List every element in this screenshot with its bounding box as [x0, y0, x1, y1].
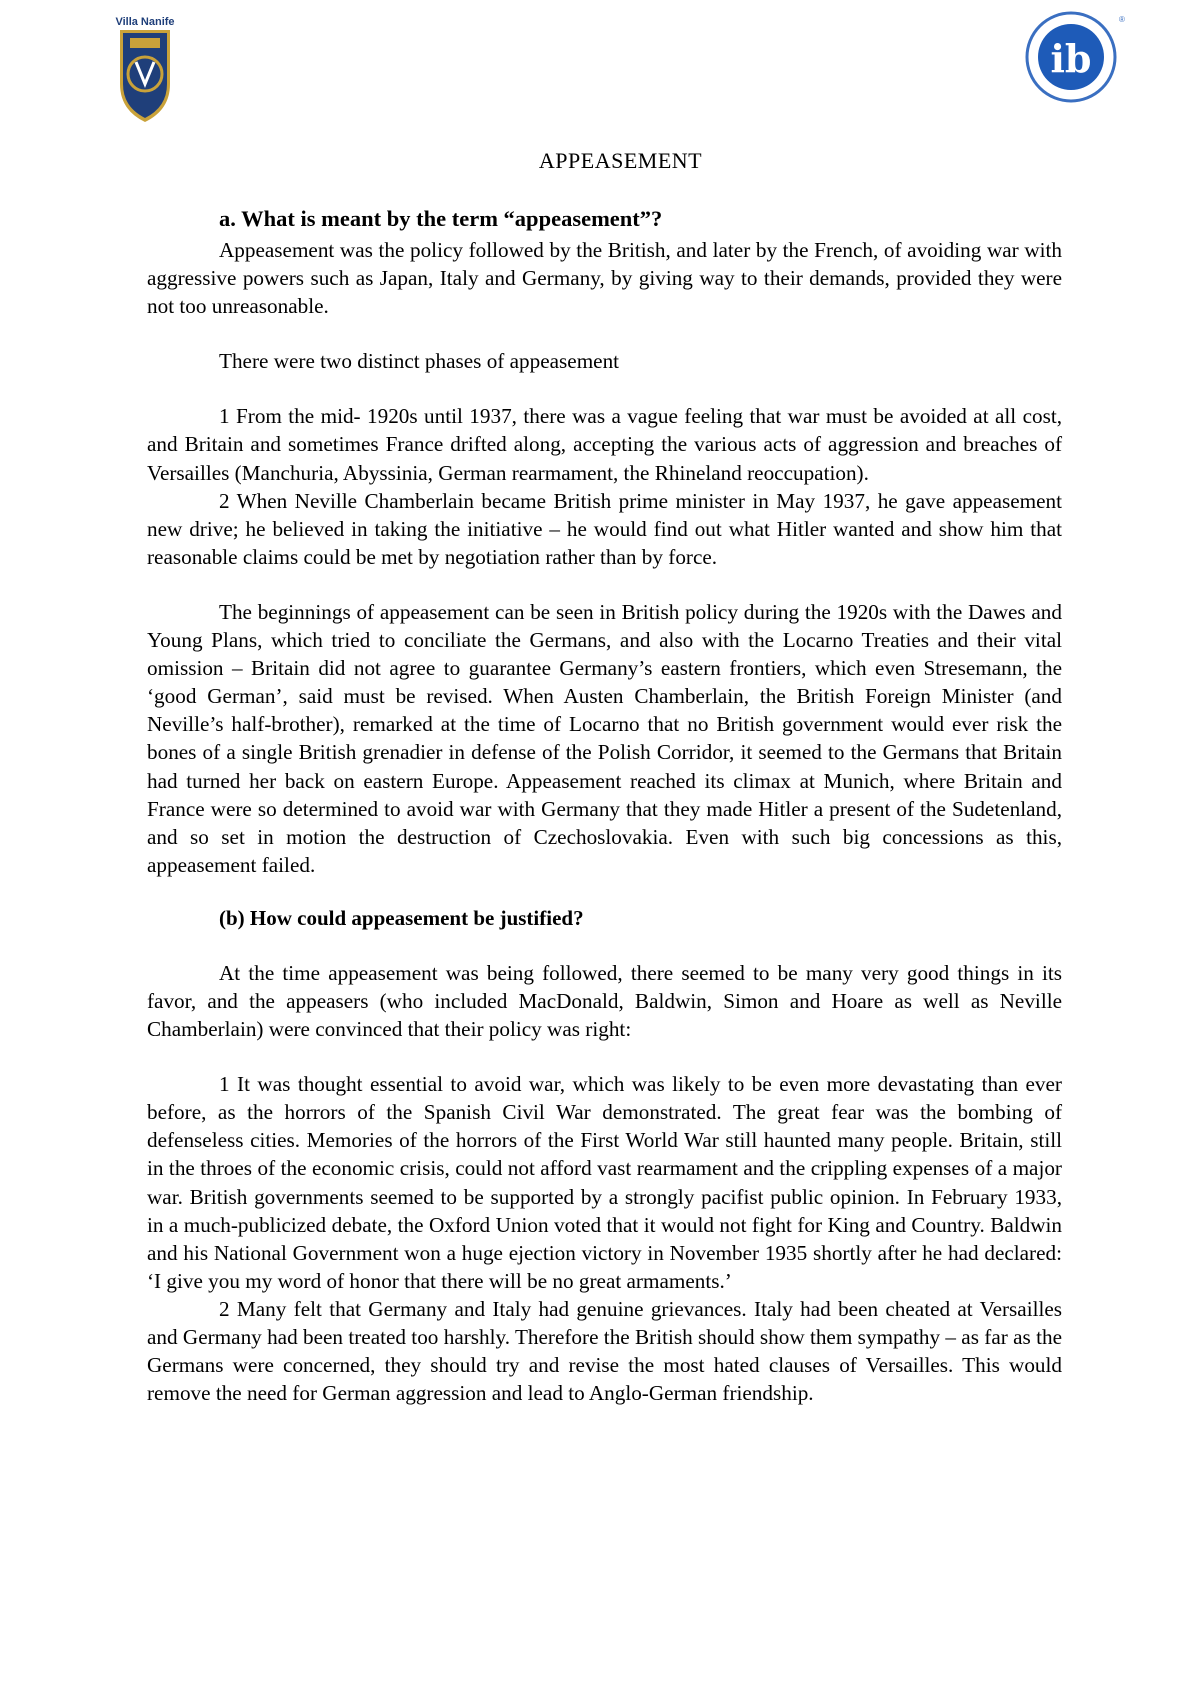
- section-b-paragraph: At the time appeasement was being followed, there seemed to be many very good things in its favor, and the appeasers (who included MacDonald, Baldwin, Simon and Hoare as well as Neville Chamberlain) were convinced that their policy was right:: [147, 960, 1062, 1042]
- section-a-heading: a. What is meant by the term “appeasement”?: [219, 206, 663, 231]
- svg-text:ib: ib: [1050, 36, 1092, 81]
- section-a-paragraph: The beginnings of appeasement can be seen in British policy during the 1920s with the Dawes and Young Plans, which tried to conciliate the Germans, and also with the Locarno Treaties and their vital omission – Britain did not agree to guarantee Germany’s eastern frontiers, which even Stresemann, the ‘good German’, said must be revised. When Austen Chamberlain, the British Foreign Minister (and Neville’s half-brother), remarked at the time of Locarno that no British government would ever risk the bones of a single British grenadier in defense of the Polish Corridor, it seemed to the Germans that Britain had turned her back on eastern Europe. Appeasement reached its climax at Munich, where Britain and France were so determined to avoid war with Germany that they made Hitler a present of the Sudetenland, and so set in motion the destruction of Czechoslovakia. Even with such big concessions as this, appeasement failed.: [147, 599, 1062, 877]
- section-a-paragraph: Appeasement was the policy followed by the British, and later by the French, of avoiding war with aggressive powers such as Japan, Italy and Germany, by giving way to their demands, provided they were not too unreasonable.: [147, 238, 1062, 319]
- ib-world-school-logo: [1019, 8, 1129, 106]
- section-b-paragraph: 1 It was thought essential to avoid war, which was likely to be even more devastating than ever before, as the horrors of the Spanish Civil War demonstrated. The great fear was the bombing of defenseless cities. Memories of the horrors of the First World War still haunted many people. Britain, still in the throes of the economic crisis, could not afford vast rearmament and the crippling expenses of a major war. British governments seemed to be supported by a strongly pacifist public opinion. In February 1933, in a much-publicized debate, the Oxford Union voted that it would not fight for King and Country. Baldwin and his National Government won a huge ejection victory in November 1935 shortly after he had declared: ‘I give you my word of honor that there will be no great armaments.’: [147, 1072, 1062, 1293]
- svg-text:Villa Nanife: Villa Nanife: [115, 16, 175, 28]
- section-a-paragraph: 2 When Neville Chamberlain became British prime minister in May 1937, he gave appeasement new drive; he believed in taking the initiative – he would find out what Hitler wanted and show him that reasonable claims could be met by negotiation rather than by force.: [147, 488, 1062, 569]
- svg-text:®: ®: [1119, 15, 1125, 24]
- section-a-paragraph: 1 From the mid- 1920s until 1937, there was a vague feeling that war must be avoided at all cost, and Britain and sometimes France drifted along, accepting the various acts of aggression and breaches of Versailles (Manchuria, Abyssinia, German rearmament, the Rhineland reoccupation).: [147, 404, 1062, 485]
- document-body: [147, 148, 1062, 1407]
- document-title: APPEASEMENT: [538, 148, 703, 173]
- section-b-paragraph: 2 Many felt that Germany and Italy had genuine grievances. Italy had been cheated at Versailles and Germany had been treated too harshly. Therefore the British should show them sympathy – as far as the Germans were concerned, they should try and revise the most hated clauses of Versailles. This would remove the need for German aggression and lead to Anglo-German friendship.: [147, 1296, 1062, 1406]
- section-a-paragraph: There were two distinct phases of appeasement: [219, 349, 620, 374]
- section-b-heading: (b) How could appeasement be justified?: [219, 905, 584, 930]
- school-crest-logo: [112, 14, 178, 126]
